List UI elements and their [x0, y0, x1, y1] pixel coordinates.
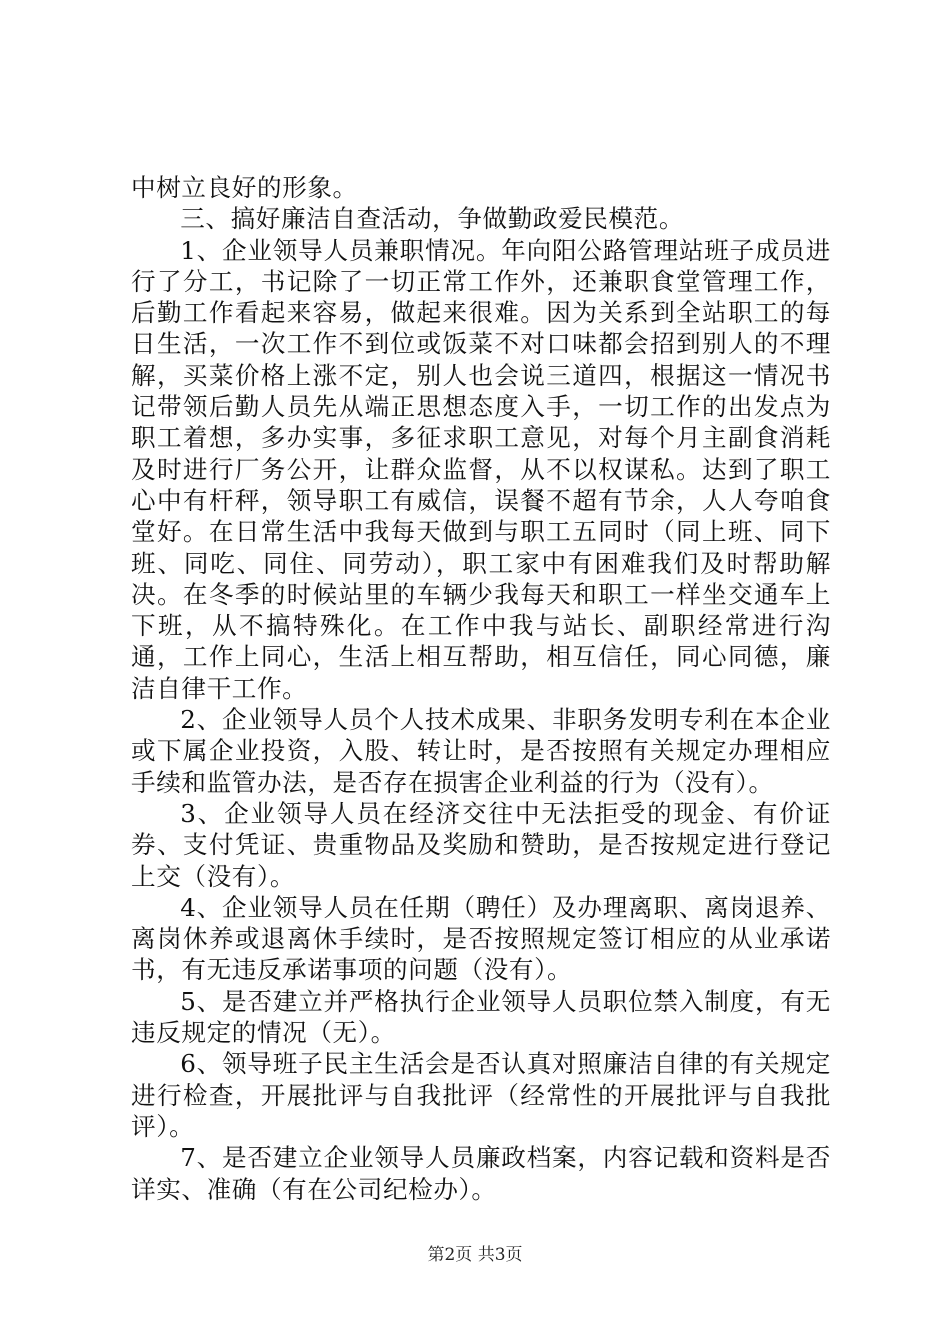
page-number-footer: 第2页 共3页 — [427, 1245, 523, 1265]
document-body — [131, 172, 831, 1205]
paragraph-6: 4、企业领导人员在任期（聘任）及办理离职、离岗退养、离岗休养或退离休手续时，是否按照规定签订相应的从业承诺书，有无违反承诺事项的问题（没有）。 — [131, 892, 831, 985]
paragraph-8: 6、领导班子民主生活会是否认真对照廉洁自律的有关规定进行检查，开展批评与自我批评（经常性的开展批评与自我批评）。 — [131, 1049, 831, 1141]
paragraph-7: 5、是否建立并严格执行企业领导人员职位禁入制度，有无违反规定的情况（无）。 — [131, 986, 831, 1048]
paragraph-5: 3、企业领导人员在经济交往中无法拒受的现金、有价证券、支付凭证、贵重物品及奖励和赞助，是否按规定进行登记上交（没有）。 — [131, 798, 831, 891]
paragraph-4: 2、企业领导人员个人技术成果、非职务发明专利在本企业或下属企业投资，入股、转让时，是否按照有关规定办理相应手续和监管办法，是否存在损害企业利益的行为（没有）。 — [131, 705, 831, 797]
paragraph-9: 7、是否建立企业领导人员廉政档案，内容记载和资料是否详实、准确（有在公司纪检办）。 — [131, 1143, 831, 1204]
paragraph-1: 中树立良好的形象。 — [131, 173, 358, 202]
paragraph-2: 三、搞好廉洁自查活动，争做勤政爱民模范。 — [180, 204, 685, 234]
paragraph-3: 1、企业领导人员兼职情况。年向阳公路管理站班子成员进行了分工，书记除了一切正常工作外，还兼职食堂管理工作，后勤工作看起来容易，做起来很难。因为关系到全站职工的每日生活，一次工作不到位或饭菜不对口味都会招到别人的不理解，买菜价格上涨不定，别人也会说三道四，根据这一情况书记带领后勤人员先从端正思想态度入手，一切工作的出发点为职工着想，多办实事，多征求职工意见，对每个月主副食消耗及时进行厂务公开，让群众监督，从不以权谋私。达到了职工心中有杆秤，领导职工有威信，误餐不超有节余，人人夸咱食堂好。在日常生活中我每天做到与职工五同时（同上班、同下班、同吃、同住、同劳动），职工家中有困难我们及时帮助解决。在冬季的时候站里的车辆少我每天和职工一样坐交通车上下班，从不搞特殊化。在工作中我与站长、副职经常进行沟通，工作上同心，生活上相互帮助，相互信任，同心同德，廉洁自律干工作。 — [131, 235, 831, 703]
